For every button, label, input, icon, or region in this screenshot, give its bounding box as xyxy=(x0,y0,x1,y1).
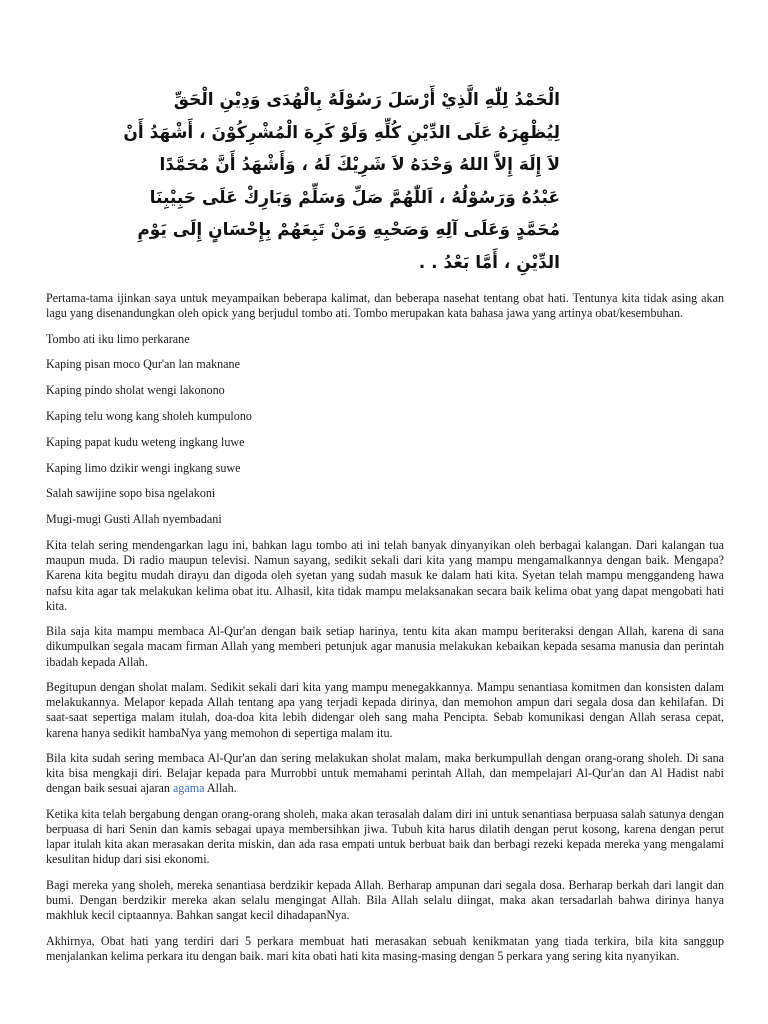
body-paragraph: Bila saja kita mampu membaca Al-Qur'an dengan baik setiap harinya, tentu kita akan mampu beriteraksi dengan Allah, karena di sana dikumpulkan segala macam firman Allah yang memberi petunjuk agar manusia melakukan kebaikan kepada sesama manusia dan perintah ibadah kepada Allah. xyxy=(46,624,724,669)
lyric-line: Tombo ati iku limo perkarane xyxy=(46,331,190,346)
arabic-line: الْحَمْدُ لِلّٰهِ الَّذِيْ أَرْسَلَ رَسُوْلَهُ بِالْهُدَى وَدِيْنِ الْحَقِّ xyxy=(173,90,560,110)
body-paragraph: Ketika kita telah bergabung dengan orang-orang sholeh, maka akan terasalah dalam diri ini untuk senantiasa berpuasa salah satunya dengan berpuasa di hari Senin dan kamis sebagai upaya membersihkan jiwa. Tubuh kita harus dilatih dengan perut kosong, karena dengan perut lapar itulah kita akan merasakan derita miskin, dan ada rasa empati untuk berbuat baik dan berbagi rezeki kepada mereka yang mengalami kesulitan hidup dari sisi ekonomi. xyxy=(46,806,724,867)
body-paragraph: Begitupun dengan sholat malam. Sedikit sekali dari kita yang mampu menegakkannya. Mampu senantiasa komitmen dan konsisten dalam melakukannya. Melapor kepada Allah tentang apa yang terjadi kepada dirinya, dan memohon ampun dari segala dosa dan kehilafan. Di saat-saat sepertiga malam itulah, doa-doa kita lebih didengar oleh sang maha Pencipta. Sebab komunikasi dengan Allah serasa cepat, karena hanya sedikit hambaNya yang memohon di sepertiga malam itu. xyxy=(46,679,724,740)
arabic-line: الدِّيْنِ ، أَمَّا بَعْدُ . . xyxy=(418,252,560,273)
arabic-line: عَبْدُهُ وَرَسُوْلُهُ ، اَللّٰهُمَّ صَلِّ وَسَلِّمْ وَبَارِكْ عَلَى حَبِيْبِنَا xyxy=(149,187,560,208)
lyric-line: Salah sawijine sopo bisa ngelakoni xyxy=(46,486,216,501)
paragraph-text: Allah. xyxy=(204,781,237,796)
body-paragraph xyxy=(46,751,724,797)
body-paragraph: Bagi mereka yang sholeh, mereka senantiasa berdzikir kepada Allah. Berharap ampunan dari segala dosa. Berharap berkah dari langit dan bumi. Dengan berdzikir mereka akan selalu mengingat Allah. Bila Allah selalu diingat, maka akan tersadarlah bahwa dirinya hanya makhluk kecil ciptaannya. Bahkan sangat kecil dihadapanNya. xyxy=(46,877,724,923)
arabic-line: مُحَمَّدٍ وَعَلَى آلِهِ وَصَحْبِهِ وَمَنْ تَبِعَهُمْ بِإِحْسَانٍ إِلَى يَوْمِ xyxy=(137,220,560,240)
paragraph-text: Bila kita sudah sering membaca Al-Qur'an dan sering melakukan sholat malam, maka berkumpullah dengan orang-orang sholeh. Di sana kita bisa mengkaji diri. Belajar kepada para Murrobbi untuk memahami perintah Allah, dan mempelajari Al-Qur'an dan Al Hadist nabi dengan baik sesuai ajaran xyxy=(46,750,724,796)
lyric-line: Kaping pindo sholat wengi lakonono xyxy=(46,383,225,398)
agama-link[interactable]: agama xyxy=(172,781,205,796)
body-paragraph: Kita telah sering mendengarkan lagu ini, bahkan lagu tombo ati ini telah banyak dinyanyikan oleh berbagai kalangan. Dari kalangan tua maupun muda. Di radio maupun televisi. Namun sayang, sedikit sekali dari kita yang mampu mengamalkannya dengan baik. Mengapa? Karena kita begitu mudah dirayu dan digoda oleh syetan yang sudah masuk ke dalam hati kita. Syetan telah mampu menggandeng hawa nafsu kita agar tak melakukan kelima obat itu. Alhasil, kita tidak mampu melaksanakan secara baik kelima obat yang dapat mengobati hati kita. xyxy=(46,537,724,613)
lyric-line: Kaping limo dzikir wengi ingkang suwe xyxy=(46,460,241,475)
lyric-line: Kaping telu wong kang sholeh kumpulono xyxy=(46,408,252,423)
arabic-line: لاَ إِلَهَ إِلاَّ اللهُ وَحْدَهُ لاَ شَرِيْكَ لَهُ ، وَأَشْهَدُ أَنَّ مُحَمَّدًا xyxy=(159,155,560,175)
intro-paragraph: Pertama-tama ijinkan saya untuk meyampaikan beberapa kalimat, dan beberapa nasehat tentang obat hati. Tentunya kita tidak asing akan lagu yang disenandungkan oleh opick yang berjudul tombo ati. Tombo merupakan kata bahasa jawa yang artinya obat/kesembuhan. xyxy=(46,291,724,321)
arabic-opening-prayer xyxy=(123,84,560,280)
arabic-line: لِيُظْهِرَهُ عَلَى الدِّيْنِ كُلِّهِ وَلَوْ كَرِهَ الْمُشْرِكُوْنَ ، أَشْهَدُ أَنْ xyxy=(123,122,560,143)
article-body xyxy=(46,291,724,974)
lyric-line: Mugi-mugi Gusti Allah nyembadani xyxy=(46,512,222,527)
lyric-line: Kaping papat kudu weteng ingkang luwe xyxy=(46,434,245,449)
closing-paragraph: Akhirnya, Obat hati yang terdiri dari 5 perkara membuat hati merasakan sebuah kenikmatan yang tiada terkira, bila kita sanggup menjalankan kelima perkara itu dengan baik. mari kita obati hati kita masing-masing dengan 5 perkara yang sering kita nyanyikan. xyxy=(46,933,724,963)
lyric-line: Kaping pisan moco Qur'an lan maknane xyxy=(46,357,240,372)
